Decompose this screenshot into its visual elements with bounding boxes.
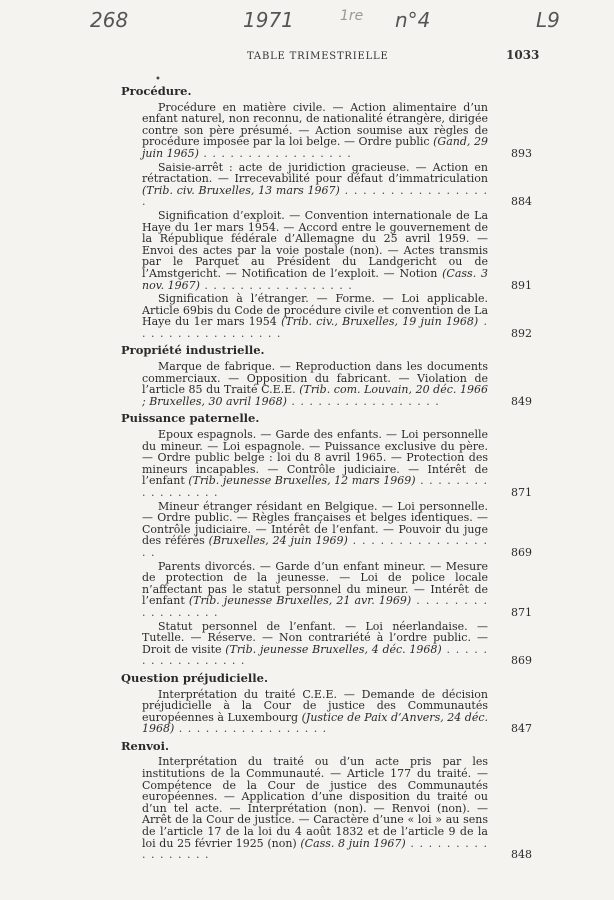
entry-citation: (Trib. civ. Bruxelles, 13 mars 1967) [142,183,340,197]
index-entry [122,429,532,499]
dot-leaders: . . . . . . . . . . . . . . . . . [142,183,489,209]
entry-text-block [142,561,488,619]
index-entry [122,102,532,160]
section-title: Propriété industrielle. [121,343,265,358]
entry-page-number: 884 [511,195,532,209]
entry-page-number: 891 [511,278,532,292]
index-section [122,413,532,666]
handwritten-note-year: 1971 [243,8,294,32]
entry-text-block [142,210,488,291]
dot-leaders: . . . . . . . . . . . . . . . . . [142,534,488,559]
entry-citation: (Gand, 29 juin 1965) [142,135,488,160]
index-section [122,345,532,407]
entry-text-block [142,621,488,667]
handwritten-note-right: L9 [536,8,560,32]
dot-leaders: . . . . . . . . . . . . . . . . . [142,594,488,619]
index-entry [122,561,532,619]
dot-leaders: . . . . . . . . . . . . . . . . . [142,836,488,862]
entry-text: Interprétation du traité ou d’un acte pris par les institutions de la Communauté. — Article 177 du traité. — Compétence de la Cour de justice des Communautés européennes. — Application d’une disposition du traité ou d’un tel acte. — Interprétation (non). — Renvoi (non). — Arrêt de la Cour de justice. — Caractère d’une « loi » au sens de l’article 17 de la loi du 4 août 1832 et de l’article 9 de la loi du 25 février 1925 (non) [142,755,488,850]
index-section [121,738,532,862]
entry-citation: (Justice de Paix d’Anvers, 24 déc. 1968) [142,710,488,736]
running-title: TABLE TRIMESTRIELLE [247,51,389,62]
entry-text: Mineur étranger résidant en Belgique. — Loi personnelle. — Ordre public. — Règles françaises et belges identiques. — Contrôle judiciaire. — Intérêt de l’enfant. — Pouvoir du juge des référés [142,499,488,548]
entry-page-number: 869 [511,545,532,559]
dot-leaders: . . . . . . . . . . . . . . . . . [199,278,353,292]
dot-leaders: . . . . . . . . . . . . . . . . . [198,146,352,160]
dot-leaders: . . . . . . . . . . . . . . . . . [286,394,440,408]
index-section [121,670,532,736]
index-entry [122,621,532,667]
entry-text: Procédure en matière civile. — Action alimentaire d’un enfant naturel, non reconnu, de nationalité étrangère, dirigée contre son père présumé. — Action soumise aux règles de procédure imposée par la loi belge. — Ordre public [142,100,488,149]
index-entry [122,689,532,735]
page-number: 1033 [506,48,540,62]
section-title: Question préjudicielle. [121,670,268,685]
dot-leaders: . . . . . . . . . . . . . . . . . [142,315,489,340]
entry-text-block [142,429,488,499]
index-entry [122,210,532,291]
entry-page-number: 847 [511,722,532,736]
entry-page-number: 871 [511,605,532,619]
index-content [122,86,532,867]
index-entry [122,756,532,860]
entry-citation: (Trib. jeunesse Bruxelles, 21 avr. 1969) [188,594,412,608]
section-title: Puissance paternelle. [121,411,260,426]
entry-text-block [142,756,488,860]
dot-leaders: . . . . . . . . . . . . . . . . . [174,722,328,736]
entry-text: Marque de fabrique. — Reproduction dans les documents commerciaux. — Opposition du fabricant. — Violation de l’article 85 du Traité C.E.E. [142,360,488,397]
entry-text-block [142,293,488,339]
entry-text: Saisie-arrêt : acte de juridiction gracieuse. — Action en rétractation. — Irrecevabilité pour défaut d’immatriculation [142,160,488,186]
entry-text-block [142,689,488,735]
section-title: Procédure. [121,84,192,98]
entry-text: Signification d’exploit. — Convention internationale de La Haye du 1er mars 1954. — Accord entre le gouvernement de la République fédérale d’Allemagne du 25 avril 1959. — Envoi des actes par la voie postale (non). — Actes transmis par le Parquet au Président du Landgericht ou de l’Amstgericht. — Notification de l’exploit. — Notion [142,208,488,280]
entry-citation: (Trib. jeunesse Bruxelles, 12 mars 1969) [188,474,416,488]
entry-text: Epoux espagnols. — Garde des enfants. — Loi personnelle du mineur. — Loi espagnole. — Puissance exclusive du père. — Ordre public belge : loi du 8 avril 1965. — Protection des mineurs incapables. — Contrôle judiciaire. — Intérêt de l’enfant [142,428,488,488]
dot-leaders: . . . . . . . . . . . . . . . . . [142,642,488,668]
handwritten-note-number: n°4 [395,8,431,32]
index-entry [122,501,532,559]
entry-page-number: 869 [511,654,532,668]
entry-page-number: 849 [511,394,532,408]
entry-text: Statut personnel de l’enfant. — Loi néerlandaise. — Tutelle. — Réserve. — Non contrariété à l’ordre public. — Droit de visite [142,619,488,656]
index-entry [122,162,532,208]
bullet-dot: • [155,74,161,85]
section-title: Renvoi. [121,738,169,753]
entry-page-number: 871 [511,486,532,499]
entry-page-number: 848 [511,848,532,862]
entry-page-number: 893 [511,146,532,160]
handwritten-note-left: 268 [90,8,129,32]
entry-citation: (Trib. com. Louvain, 20 déc. 1966 ; Bruxelles, 30 avril 1968) [142,383,488,408]
entry-citation: (Cass. 8 juin 1967) [300,836,406,850]
index-section [122,86,532,339]
index-entry [122,361,532,407]
entry-text-block [142,102,488,160]
entry-citation: (Bruxelles, 24 juin 1969) [208,534,348,548]
entry-text-block [142,361,488,407]
entry-text-block [142,162,488,208]
dot-leaders: . . . . . . . . . . . . . . . . . [142,474,488,499]
entry-text-block [142,501,488,559]
index-entry [122,293,532,339]
handwritten-note-mid: 1re [340,8,364,24]
entry-page-number: 892 [511,326,532,340]
entry-citation: (Trib. civ., Bruxelles, 19 juin 1968) [281,315,479,329]
entry-text: Signification à l’étranger. — Forme. — Loi applicable. Article 69bis du Code de procédure civile et convention de La Haye du 1er mars 1954 [142,292,488,329]
entry-text: Interprétation du traité C.E.E. — Demande de décision préjudicielle à la Cour de justice des Communautés européennes à Luxembourg [142,687,488,724]
entry-citation: (Cass. 3 nov. 1967) [142,266,488,292]
entry-citation: (Trib. jeunesse Bruxelles, 4 déc. 1968) [225,642,442,656]
entry-text: Parents divorcés. — Garde d’un enfant mineur. — Mesure de protection de la jeunesse. — Loi de police locale n’affectant pas le statut personnel du mineur. — Intérêt de l’enfant [142,559,488,608]
